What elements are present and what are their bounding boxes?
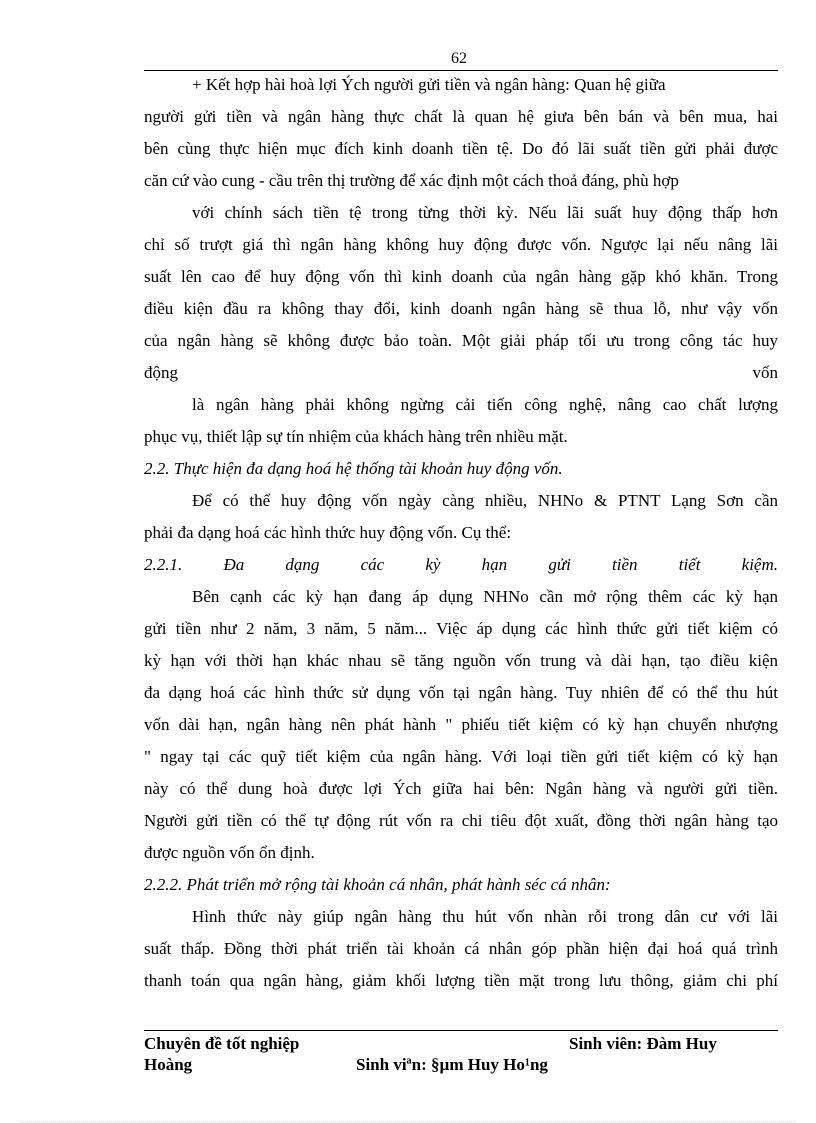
footer-student-surname: Hoàng — [144, 1055, 193, 1074]
body-line: Người gửi tiền có thể tự động rút vốn ra chi tiêu đột xuất, đồng thời ngân hàng tạo — [144, 811, 778, 830]
body-line: Bên cạnh các kỳ hạn đang áp dụng NHNo cần mở rộng thêm các kỳ hạn — [192, 587, 778, 606]
body-line: Hình thức này giúp ngân hàng thu hút vốn nhàn rỗi trong dân cư với lãi — [192, 907, 778, 926]
page-footer — [144, 1033, 778, 1075]
body-line: phải đa dạng hoá các hình thức huy động vốn. Cụ thể: — [144, 523, 512, 542]
body-line: kỳ hạn với thời hạn khác nhau sẽ tăng nguồn vốn trung và dài hạn, tạo điều kiện — [144, 651, 778, 670]
body-line: gửi tiền như 2 năm, 3 năm, 5 năm... Việc áp dụng các hình thức gửi tiết kiệm có — [144, 619, 778, 638]
body-line: suất lên cao để huy động vốn thì kinh doanh của ngân hàng gặp khó khăn. Trong — [144, 267, 778, 286]
body-line: " ngay tại các quỹ tiết kiệm của ngân hàng. Với loại tiền gửi tiết kiệm có kỳ hạn — [144, 747, 778, 766]
split-line — [144, 357, 778, 389]
body-line: đa dạng hoá các hình thức sử dụng vốn tại ngân hàng. Tuy nhiên để có thể thu hút — [144, 683, 778, 702]
footer-thesis-title: Chuyên đề tốt nghiệp — [144, 1034, 300, 1053]
page-bottom-dotted-rule — [20, 1121, 796, 1122]
footer-student: Sinh viên: Đàm Huy — [569, 1034, 717, 1053]
body-line: của ngân hàng sẽ không được bảo toàn. Một giải pháp tối ưu trong công tác huy — [144, 331, 778, 350]
body-line: chỉ số trượt giá thì ngân hàng không huy động được vốn. Ngược lại nếu nâng lãi — [144, 235, 778, 254]
body-line: điều kiện đầu ra không thay đổi, kinh doanh ngân hàng sẽ thua lỗ, như vậy vốn — [144, 299, 778, 318]
body-line: này có thể dung hoà được lợi Ých giữa hai bên: Ngân hàng và người gửi tiền. — [144, 779, 778, 798]
section-heading: 2.2.2. Phát triển mở rộng tài khoản cá nhân, phát hành séc cá nhân: — [144, 875, 611, 894]
body-line: được nguồn vốn ổn định. — [144, 843, 315, 862]
body-line: căn cứ vào cung - cầu trên thị trường để xác định một cách thoả đáng, phù hợp — [144, 171, 679, 190]
body-line: bên cùng thực hiện mục đích kinh doanh tiền tệ. Do đó lãi suất tiền gửi phải được — [144, 139, 778, 158]
page-body — [144, 69, 778, 997]
section-heading: 2.2.1. Đa dạng các kỳ hạn gửi tiền tiết kiệm. — [144, 555, 778, 574]
body-line: + Kết hợp hài hoà lợi Ých người gửi tiền và ngân hàng: Quan hệ giữa — [192, 75, 666, 94]
body-line: người gửi tiền và ngân hàng thực chất là quan hệ giưa bên bán và bên mua, hai — [144, 107, 778, 126]
body-line: suất thấp. Đồng thời phát triển tài khoản cá nhân góp phần hiện đại hoá quá trình — [144, 939, 778, 958]
split-line-left: động — [144, 363, 178, 382]
footer-student-garbled: Sinh viªn: §µm Huy Ho¹ng — [356, 1055, 548, 1074]
body-line: phục vụ, thiết lập sự tín nhiệm của khách hàng trên nhiều mặt. — [144, 427, 568, 446]
section-heading: 2.2. Thực hiện đa dạng hoá hệ thống tài khoản huy động vốn. — [144, 459, 563, 478]
body-line: vốn dài hạn, ngân hàng nên phát hành " phiếu tiết kiệm có kỳ hạn chuyển nhượng — [144, 715, 778, 734]
split-line-right: vốn — [752, 363, 778, 382]
body-line: thanh toán qua ngân hàng, giảm khối lượng tiền mặt trong lưu thông, giảm chi phí — [144, 971, 778, 990]
page-number: 62 — [451, 50, 467, 67]
body-line: Để có thể huy động vốn ngày càng nhiều, NHNo & PTNT Lạng Sơn cần — [192, 491, 778, 510]
body-line: là ngân hàng phải không ngừng cải tiến công nghệ, nâng cao chất lượng — [192, 395, 778, 414]
footer-rule — [144, 1030, 778, 1031]
body-line: với chính sách tiền tệ trong từng thời kỳ. Nếu lãi suất huy động thấp hơn — [192, 203, 778, 222]
